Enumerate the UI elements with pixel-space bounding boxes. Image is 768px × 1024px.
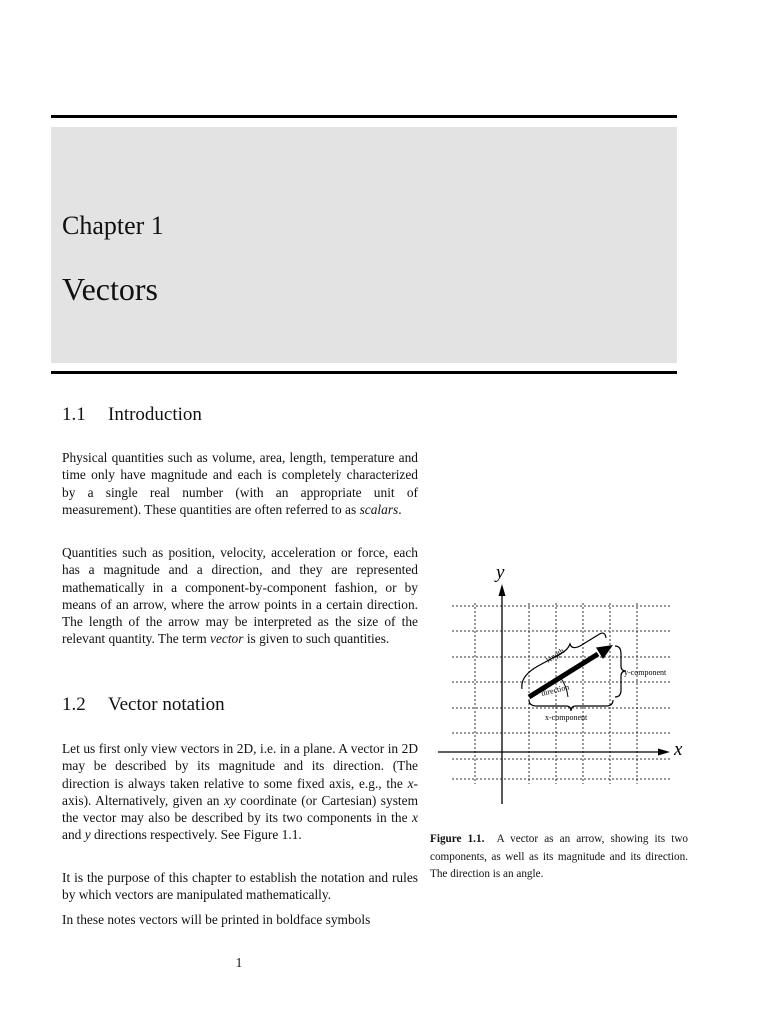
paragraph-purpose: It is the purpose of this chapter to establish the notation and rules by which vectors are manipulated mathematically.: [62, 870, 418, 903]
paragraph-text: and: [62, 827, 85, 843]
vector-diagram: [430, 558, 690, 814]
x-axis-arrowhead: [658, 749, 670, 756]
math-x: x: [412, 810, 418, 826]
section-title: Vector notation: [108, 694, 225, 715]
chapter-label: Chapter 1: [62, 211, 164, 240]
math-y: y: [84, 827, 91, 843]
paragraph-boldface: In these notes vectors will be printed in boldface symbols: [62, 912, 371, 927]
y-component-label: y-component: [624, 668, 667, 677]
chapter-title: Vectors: [62, 271, 158, 307]
caption-label: Figure 1.1.: [430, 833, 485, 845]
paragraph-2d-vectors: [62, 740, 418, 844]
chapter-bottom-rule: [51, 371, 677, 374]
term-vector: vector: [210, 631, 244, 647]
paragraph-text: coordinate (or Cartesian) system the vector may also be described by its two components in the: [62, 792, 418, 826]
x-axis-label: x: [674, 739, 683, 760]
figure-vector-diagram: [430, 558, 690, 814]
section-heading-vector-notation: [62, 694, 225, 716]
y-axis-arrowhead: [499, 584, 506, 596]
y-axis-label: y: [496, 562, 505, 583]
paragraph-text: Let us first only view vectors in 2D, i.e. in a plane. A vector in 2D may be described by its magnitude and its direction. (The direction is always taken relative to some fixed axis, e.g., the: [62, 741, 418, 791]
length-brace: [522, 633, 606, 689]
direction-label: direction: [540, 682, 571, 698]
chapter-top-rule: [51, 115, 677, 118]
paragraph-text: is given to such quantities.: [243, 631, 390, 647]
paragraph-text: Quantities such as position, velocity, acceleration or force, each has a magnitude and a direction, and they are represented mathematically in a component-by-component fashion, or by means of an arrow, where the arrow points in a certain direction. The length of the arrow may be interpreted as the size of the relevant quantity. The term: [62, 545, 418, 647]
section-heading-introduction: [62, 404, 202, 426]
section-number: 1.2: [62, 694, 86, 715]
grid: [452, 603, 670, 784]
paragraph-text: Physical quantities such as volume, area, length, temperature and time only have magnitude and each is completely characterized by a single real number (with an appropriate unit of measurement). These quantities are often referred to as: [62, 450, 418, 517]
math-x: x: [407, 775, 414, 791]
x-component-brace: [529, 700, 613, 711]
paragraph-text: directions respectively. See Figure 1.1.: [90, 827, 302, 843]
paragraph-text: -axis). Alternatively, given an: [62, 775, 418, 808]
x-component-label: x-component: [545, 713, 588, 722]
section-title: Introduction: [108, 404, 202, 425]
paragraph-vectors: [62, 544, 418, 648]
figure-caption: [430, 831, 688, 884]
term-scalars: scalars: [359, 501, 399, 517]
chapter-header: [51, 127, 677, 363]
caption-text: A vector as an arrow, showing its two components, as well as its magnitude and its direction. The direction is an angle.: [430, 833, 688, 880]
paragraph-text: .: [398, 501, 402, 517]
page-number: 1: [235, 955, 243, 970]
paragraph-scalars: [62, 449, 418, 518]
math-xy: xy: [223, 792, 236, 808]
length-label: length: [544, 646, 566, 665]
section-number: 1.1: [62, 404, 86, 425]
